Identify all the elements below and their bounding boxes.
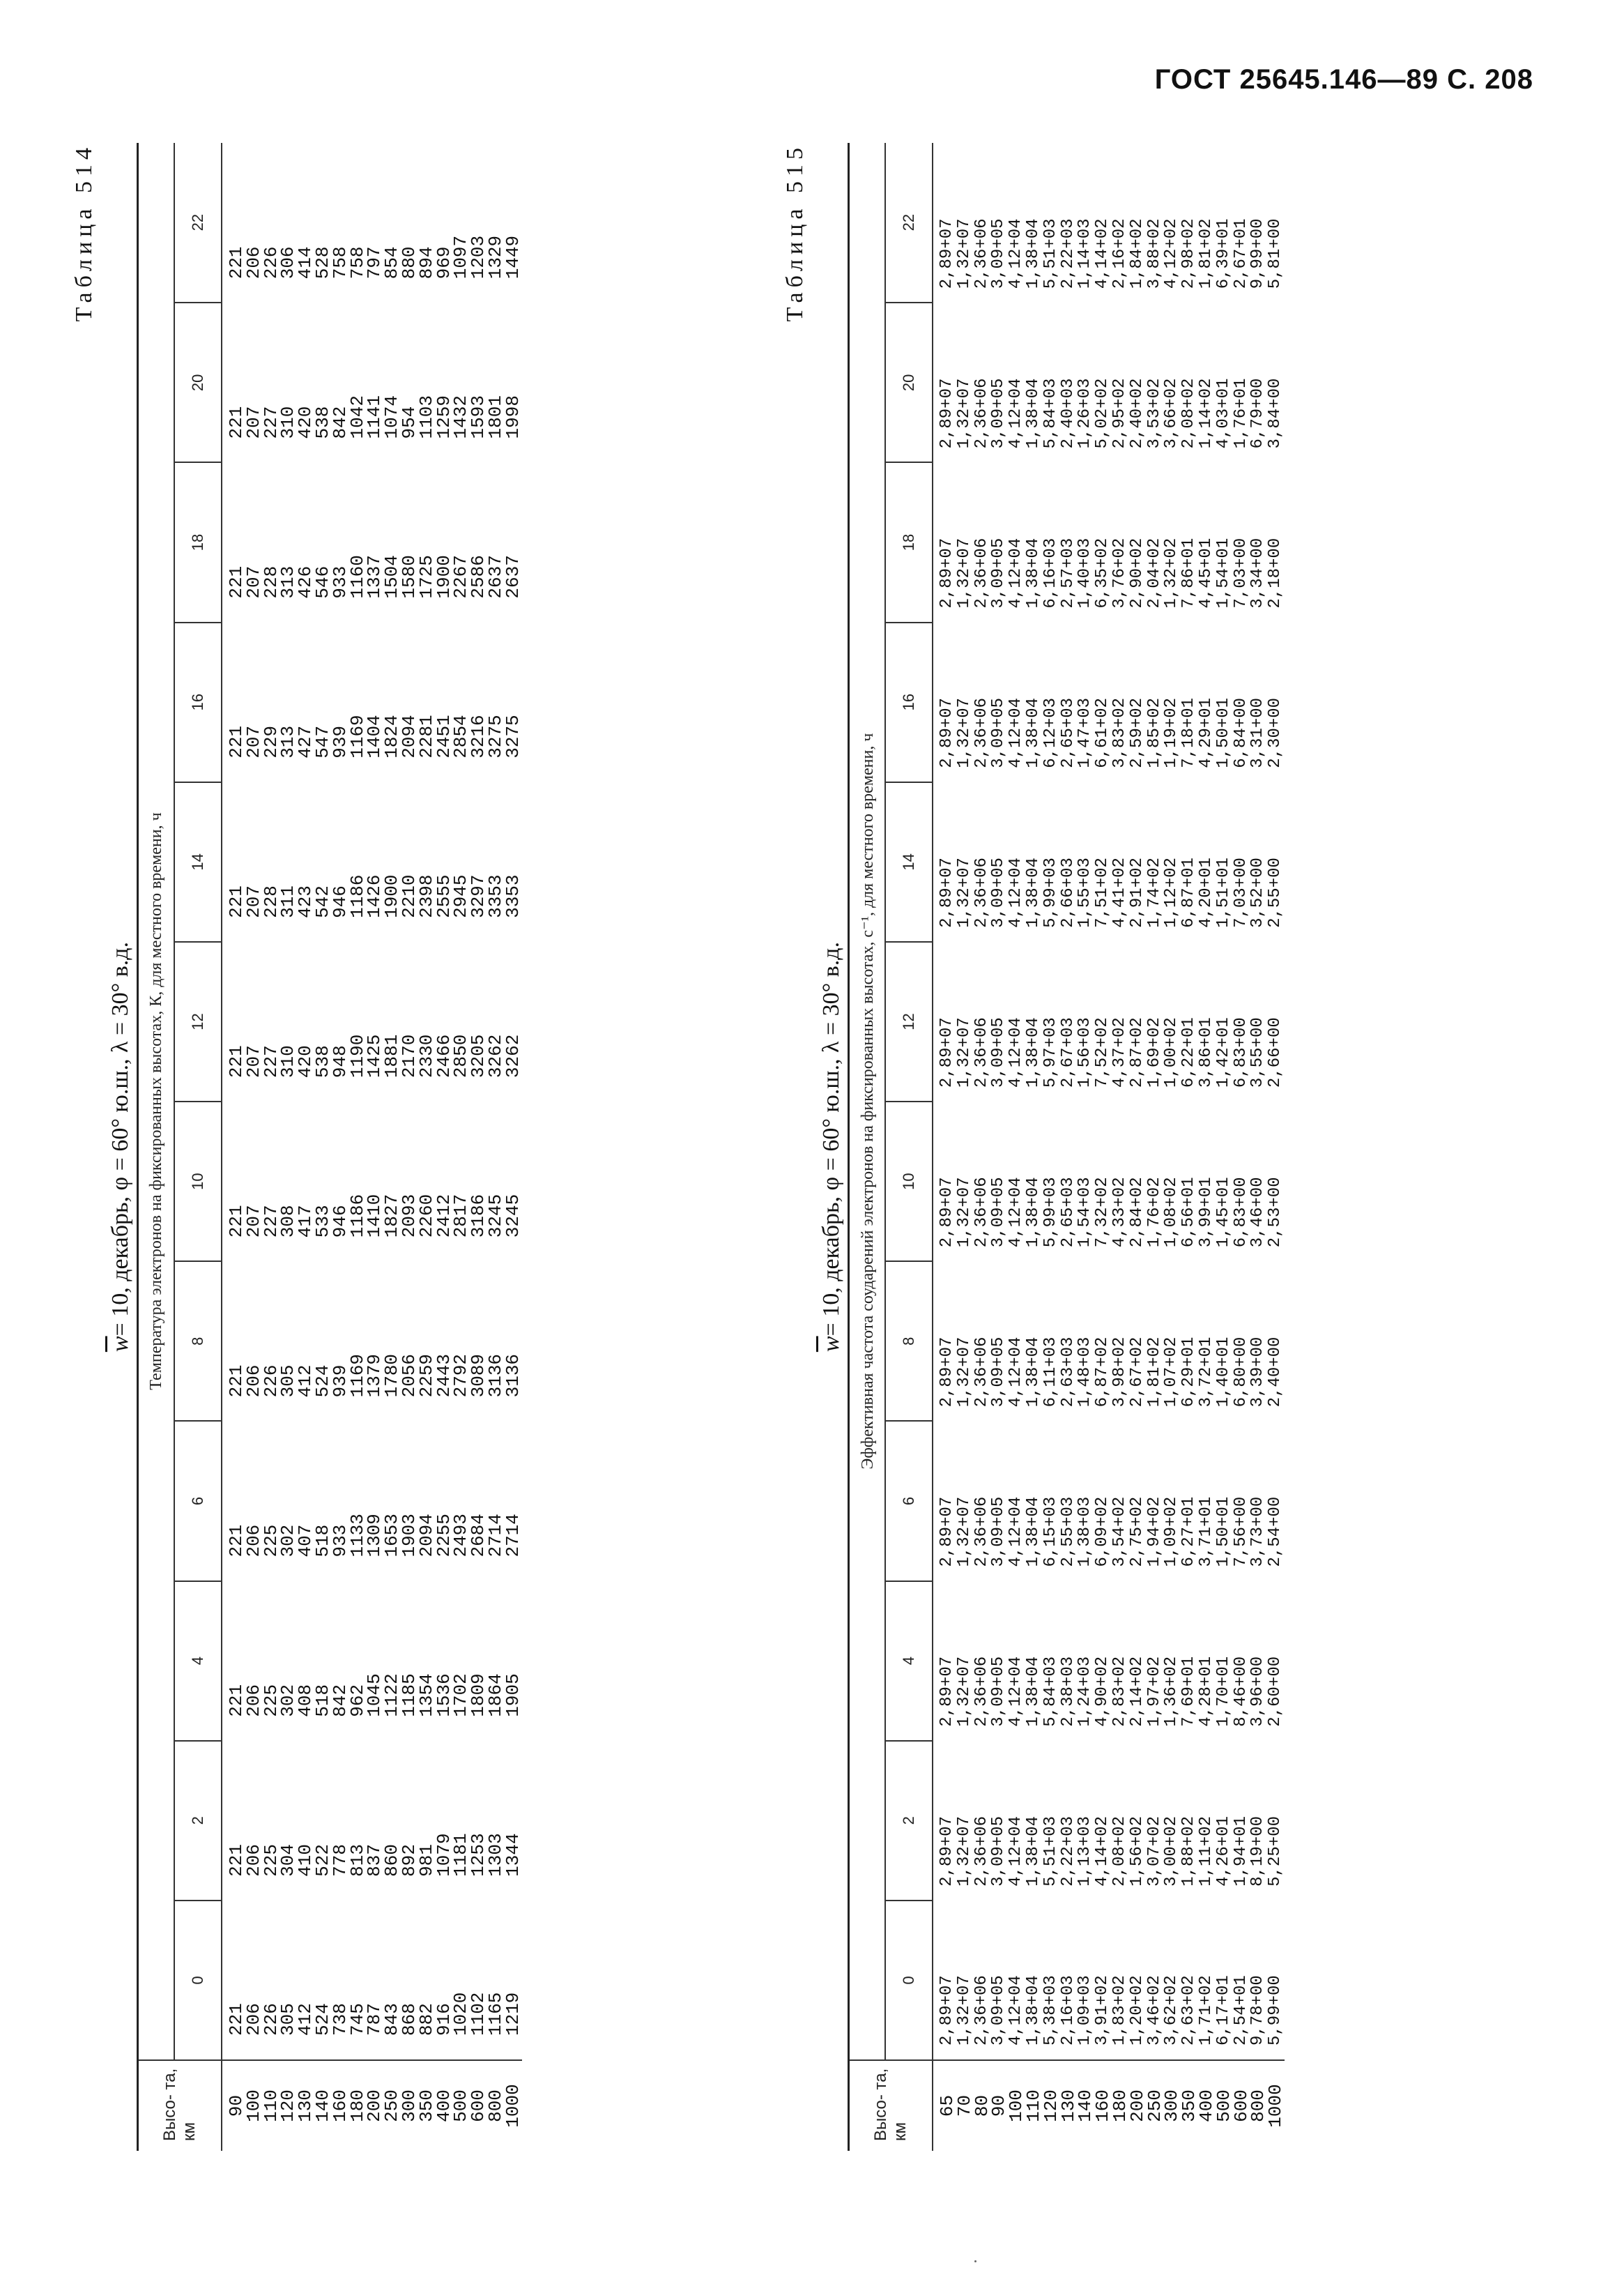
value-column: 221 206 225 304 410 522 778 813 837 860 892 981 1079 1181 1253 1303 1344 — [226, 1833, 523, 1877]
value-column: 2,89+07 1,32+07 2,36+06 3,09+05 4,12+04 1,38+04 6,16+03 2,57+03 1,40+03 6,35+02 3,76+02 2,90+02 2,04+02 1,32+02 7,86+01 4,45+01 1,54+01 7,03+00 3,34+00 2,18+00 — [937, 538, 1285, 609]
hour-header: 4 — [174, 1581, 222, 1741]
page-header: ГОСТ 25645.146—89 С. 208 — [1154, 64, 1533, 95]
caption-conditions: = 10, декабрь, φ = 60° ю.ш., λ = 30° в.д. — [818, 941, 844, 1336]
value-column: 221 206 226 305 412 524 939 1169 1379 1780 2056 2259 2443 2792 3089 3136 3136 — [226, 1353, 523, 1398]
table-number: Таблица 514 — [71, 143, 97, 322]
hour-header: 18 — [174, 462, 222, 622]
hour-header: 10 — [174, 1102, 222, 1261]
hour-header: 20 — [174, 303, 222, 462]
hour-header: 10 — [885, 1102, 933, 1261]
height-values: 90 100 110 120 130 140 160 180 200 250 300 350 400 500 600 800 1000 — [222, 2060, 522, 2151]
collision-frequency-table — [848, 143, 1285, 2151]
hour-header: 0 — [885, 1901, 933, 2060]
hour-header: 16 — [885, 623, 933, 782]
hour-header: 4 — [885, 1581, 933, 1741]
value-column: 221 206 226 306 414 528 758 758 797 854 880 894 969 1097 1203 1329 1449 — [226, 235, 523, 280]
hour-header: 12 — [885, 942, 933, 1102]
value-column: 2,89+07 1,32+07 2,36+06 3,09+05 4,12+04 1,38+04 5,51+03 2,22+03 1,13+03 4,14+02 2,08+02 1,56+02 3,07+02 3,00+02 1,88+02 1,11+02 4,26+01 1,94+01 8,19+00 5,25+00 — [937, 1816, 1285, 1887]
value-column: 221 207 227 310 420 538 948 1190 1425 1881 2170 2330 2466 2850 3205 3262 3262 — [226, 1034, 523, 1079]
value-column: 221 206 225 302 408 518 842 962 1045 1122 1185 1354 1536 1702 1809 1864 1905 — [226, 1673, 523, 1717]
table-caption — [815, 143, 848, 2151]
hour-header: 22 — [885, 143, 933, 303]
column-group-title: Температура электронов на фиксированных высотах, К, для местного времени, ч — [138, 143, 175, 2060]
value-column: 2,89+07 1,32+07 2,36+06 3,09+05 4,12+04 1,38+04 6,15+03 2,55+03 1,38+03 6,09+02 3,54+02 2,75+02 1,94+02 1,09+02 6,27+01 3,71+01 1,50+01 7,56+00 3,73+00 2,54+00 — [937, 1496, 1285, 1567]
value-column: 2,89+07 1,32+07 2,36+06 3,09+05 4,12+04 1,38+04 6,12+03 2,65+03 1,47+03 6,61+02 3,83+02 2,59+02 1,85+02 1,19+02 7,18+01 4,29+01 1,50+01 6,84+00 3,31+00 2,30+00 — [937, 697, 1285, 768]
value-column: 221 207 227 308 417 533 946 1186 1410 1827 2093 2260 2412 2817 3186 3245 3245 — [226, 1194, 523, 1238]
table-number: Таблица 515 — [782, 143, 808, 322]
height-column-header: Высо- та, км — [138, 2060, 222, 2151]
value-column: 221 206 225 302 407 518 933 1133 1309 1653 1903 2094 2255 2493 2684 2714 2714 — [226, 1514, 523, 1558]
value-column: 2,89+07 1,32+07 2,36+06 3,09+05 4,12+04 1,38+04 5,99+03 2,66+03 1,55+03 7,51+02 4,41+02 2,91+02 1,74+02 1,12+02 6,87+01 4,20+01 1,51+01 7,03+00 3,52+00 2,55+00 — [937, 858, 1285, 928]
hour-header: 22 — [174, 143, 222, 303]
value-column: 2,89+07 1,32+07 2,36+06 3,09+05 4,12+04 1,38+04 5,51+03 2,22+03 1,14+03 4,14+02 2,16+02 1,84+02 3,88+02 4,12+02 2,98+02 1,81+02 6,39+01 2,67+01 9,99+00 5,81+00 — [937, 218, 1285, 289]
value-column: 221 207 229 313 427 547 939 1169 1404 1824 2094 2281 2451 2854 3216 3275 3275 — [226, 715, 523, 759]
value-column: 2,89+07 1,32+07 2,36+06 3,09+05 4,12+04 1,38+04 5,97+03 2,67+03 1,56+03 7,52+02 4,37+02 2,87+02 1,69+02 1,00+02 6,22+01 3,86+01 1,42+01 6,83+00 3,55+00 2,66+00 — [937, 1017, 1285, 1088]
scan-speck — [974, 2260, 976, 2262]
hour-header: 6 — [174, 1421, 222, 1581]
hour-header: 12 — [174, 942, 222, 1102]
value-column: 2,89+07 1,32+07 2,36+06 3,09+05 4,12+04 1,38+04 6,11+03 2,63+03 1,48+03 6,87+02 3,98+02 2,67+02 1,81+02 1,07+02 6,29+01 3,72+01 1,40+01 6,80+00 3,39+00 2,40+00 — [937, 1336, 1285, 1408]
value-column: 2,89+07 1,32+07 2,36+06 3,09+05 4,12+04 1,38+04 5,84+03 2,38+03 1,24+03 4,90+02 2,83+02 2,14+02 1,97+02 1,36+02 7,69+01 4,28+01 1,70+01 8,46+00 3,96+00 2,60+00 — [937, 1656, 1285, 1727]
height-values: 65 70 80 90 100 110 120 130 140 160 180 200 250 300 350 400 500 600 800 1000 — [933, 2060, 1285, 2151]
table-515-block — [782, 143, 1287, 2151]
table-caption — [105, 143, 137, 2151]
hour-header: 2 — [885, 1741, 933, 1901]
value-column: 2,89+07 1,32+07 2,36+06 3,09+05 4,12+04 1,38+04 5,84+03 2,40+03 1,26+03 5,02+02 2,95+02 2,40+02 3,53+02 3,66+02 2,08+02 1,14+02 4,03+01 1,76+01 6,79+00 3,84+00 — [937, 378, 1285, 449]
hour-header: 6 — [885, 1421, 933, 1581]
hour-header: 20 — [885, 303, 933, 462]
hour-header: 8 — [174, 1261, 222, 1421]
value-column: 2,89+07 1,32+07 2,36+06 3,09+05 4,12+04 1,38+04 5,99+03 2,65+03 1,54+03 7,32+02 4,33+02 2,84+02 1,76+02 1,08+02 6,56+01 3,99+01 1,45+01 6,83+00 3,46+00 2,53+00 — [937, 1177, 1285, 1248]
hour-header: 0 — [174, 1901, 222, 2060]
height-column-header: Высо- та, км — [849, 2060, 933, 2151]
value-column: 221 206 226 305 412 524 738 745 787 843 868 882 916 1020 1102 1165 1219 — [226, 1992, 523, 2036]
hour-header: 2 — [174, 1741, 222, 1901]
column-group-title: Эффективная частота соударений электронов на фиксированных высотах, с⁻¹, для местного времени, ч — [849, 143, 886, 2060]
hour-header: 8 — [885, 1261, 933, 1421]
caption-conditions: = 10, декабрь, φ = 60° ю.ш., λ = 30° в.д. — [107, 941, 133, 1336]
hour-header: 14 — [885, 782, 933, 942]
table-514-block — [71, 143, 523, 2151]
hour-header: 14 — [174, 782, 222, 942]
caption-w-symbol: $\overline{w}$ — [107, 1336, 133, 1353]
caption-w-symbol: $\overline{w}$ — [818, 1336, 844, 1353]
value-column: 221 207 228 313 426 546 933 1160 1337 1504 1580 1725 1900 2267 2586 2637 2637 — [226, 555, 523, 599]
value-column: 221 207 227 310 420 538 842 1042 1141 1074 954 1103 1259 1432 1593 1801 1998 — [226, 395, 523, 439]
value-column: 221 207 228 311 423 542 946 1186 1426 1900 2210 2398 2555 2945 3297 3353 3353 — [226, 874, 523, 918]
temperature-table — [137, 143, 522, 2151]
hour-header: 18 — [885, 462, 933, 622]
hour-header: 16 — [174, 623, 222, 782]
value-column: 2,89+07 1,32+07 2,36+06 3,09+05 4,12+04 1,38+04 5,38+03 2,16+03 1,09+03 3,91+02 1,83+02 1,20+02 3,46+02 3,62+02 2,63+02 1,71+02 6,17+01 2,54+01 9,78+00 5,99+00 — [937, 1975, 1285, 2046]
